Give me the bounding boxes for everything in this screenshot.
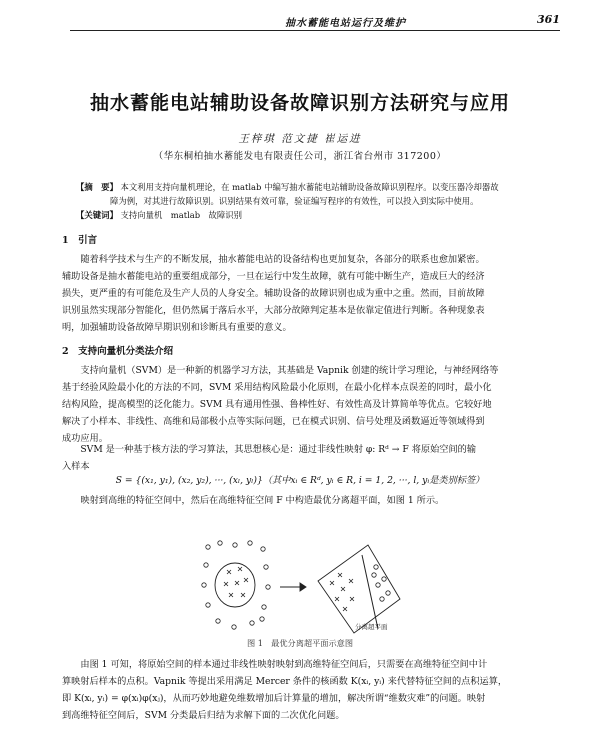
section-1-heading: 1 引言	[62, 235, 98, 246]
abstract-label: 【摘 要】	[76, 182, 118, 192]
running-header	[70, 14, 560, 31]
s2-p4-line-2: 算映射后样本的点积。Vapnik 等提出采用满足 Mercer 条件的核函数 K(xᵢ, yᵢ) 来代替特征空间的点积运算，	[62, 676, 508, 687]
s1-line-2: 辅助设备是抽水蓄能电站的重要组成部分，一旦在运行中发生故障，就有可能中断生产，造成巨大的经济	[62, 271, 485, 282]
right-feature-space	[318, 545, 400, 633]
s1-line-1: 随着科学技术与生产的不断发展，抽水蓄能电站的设备结构也更加复杂，各部分的联系也愈加紧密。	[80, 254, 485, 265]
section-1-body	[62, 251, 548, 336]
s2-p4-line-1: 由图 1 可知，将原始空间的样本通过非线性映射映射到高维特征空间后，只需要在高维特征空间中计	[80, 659, 488, 670]
keywords-text: 支持向量机 matlab 故障识别	[120, 210, 243, 220]
s2-line-1: 支持向量机（SVM）是一种新的机器学习方法，其基础是 Vapnik 创建的统计学习理论，与神经网络等	[80, 365, 499, 376]
s1-line-3: 损失，更严重的有可能危及生产人员的人身安全。辅助设备的故障识别也成为重中之重。然而，目前故障	[62, 288, 485, 299]
s2-p4-line-3: 即 K(xᵢ, yᵢ) = φ(xᵢ)φ(xⱼ)，从而巧妙地避免维数增加后计算量的增加，解决所谓“维数灾难”的问题。映射	[62, 693, 486, 704]
abstract-text-2: 障为例，对其进行故障识别。识别结果有效可靠，验证编写程序的有效性，可以投入到实际中使用。	[110, 196, 479, 206]
right-class-crosses	[330, 573, 354, 611]
page-number: 361	[537, 13, 560, 26]
s2-line-5: 成功应用。	[62, 433, 108, 444]
s1-line-5: 明，加强辅助设备故障早期识别和诊断具有重要的意义。	[62, 322, 292, 333]
running-header-title: 抽水蓄能电站运行及维护	[285, 18, 406, 29]
paper-authors: 王梓琪 范文捷 崔运进	[238, 133, 362, 145]
paper-affiliation: （华东桐柏抽水蓄能发电有限责任公司，浙江省台州市 317200）	[153, 151, 447, 162]
right-class-circles	[372, 565, 390, 601]
left-original-space	[202, 541, 270, 629]
abstract-text-1: 本文利用支持向量机理论，在 matlab 中编写抽水蓄能电站辅助设备故障识别程序。以变压器冷却器故	[120, 182, 499, 192]
s2-line-4: 解决了小样本、非线性、高维和局部极小点等实际问题，已在模式识别、信号处理及函数逼近等领域得到	[62, 416, 485, 427]
section-2-body-3	[62, 492, 548, 509]
section-2-body-4	[62, 656, 548, 724]
figure-1-hyperplane	[200, 537, 410, 635]
section-2-body	[62, 362, 548, 447]
paper-title: 抽水蓄能电站辅助设备故障识别方法研究与应用	[89, 92, 510, 114]
s2-p3-line: 映射到高维的特征空间中，然后在高维特征空间 F 中构造最优分离超平面，如图 1 所示。	[80, 495, 445, 506]
s2-p2-line-2: 入样本	[62, 461, 90, 472]
figure-1-caption: 图 1 最优分离超平面示意图	[246, 638, 354, 648]
section-2-heading: 2 支持向量机分类法介绍	[62, 346, 174, 357]
mapping-arrow	[280, 583, 306, 591]
s2-line-2: 基于经验风险最小化的方法的不同，SVM 采用结构风险最小化原则，在最小化样本点误差的同时，最小化	[62, 382, 492, 393]
s2-line-3: 结构风险，提高模型的泛化能力。SVM 具有通用性强、鲁棒性好、有效性高及计算简单等优点。它较好地	[62, 399, 492, 410]
left-class-crosses	[224, 567, 248, 597]
keywords-line	[76, 208, 542, 222]
hyperplane-label: 分离超平面	[355, 623, 388, 631]
keywords-label: 【关键词】	[76, 210, 118, 220]
s1-line-4: 识别虽然实现部分智能化，但仍然属于落后水平，大部分故障判定基本是依靠定值进行判断。各种现象表	[62, 305, 485, 316]
s2-p4-line-4: 到高维特征空间后，SVM 分类最后归结为求解下面的二次优化问题。	[62, 710, 345, 721]
section-2-body-2	[62, 441, 548, 475]
sample-set-formula: S = {(x₁, y₁), (x₂, y₂), ···, (xₗ, yₗ)}（其中xᵢ ∈ Rᵈ, yᵢ ∈ R, i = 1, 2, ···, l, yᵢ是类别标签）	[115, 475, 485, 486]
abstract-line-1	[76, 180, 542, 194]
abstract-block	[76, 180, 542, 222]
s2-p2-line-1: SVM 是一种基于核方法的学习算法，其思想核心是：通过非线性映射 φ: Rᵈ → F 将原始空间的输	[80, 444, 477, 455]
